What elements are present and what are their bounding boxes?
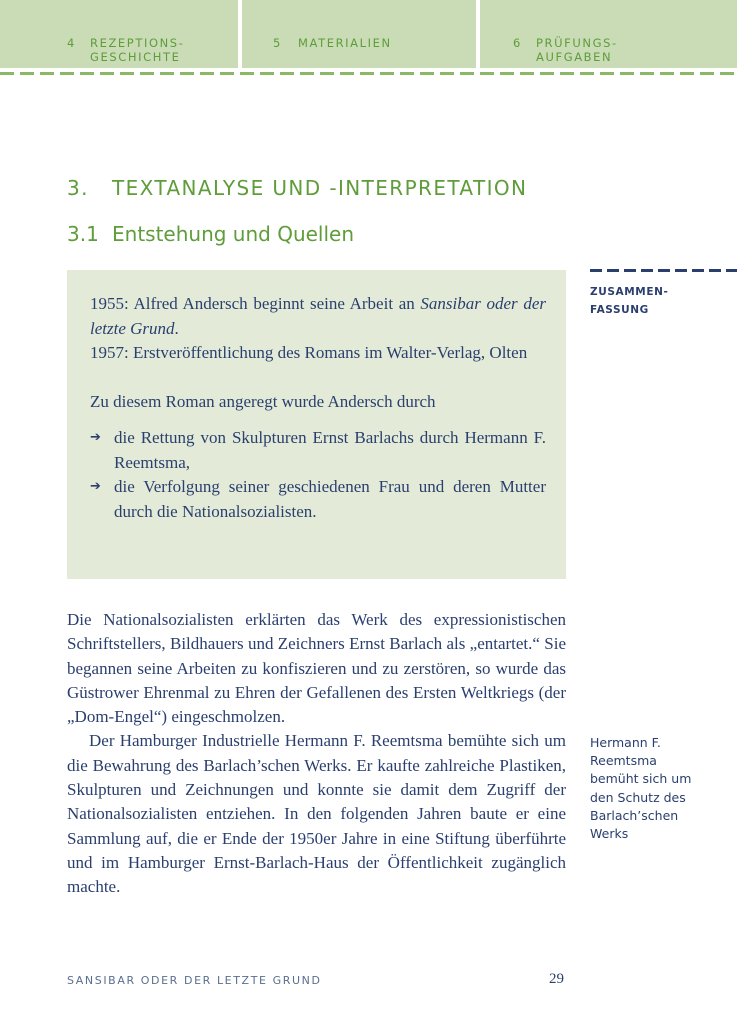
nav-tab-rezeptionsgeschichte[interactable] bbox=[0, 0, 238, 68]
chapter-number: 3. bbox=[67, 176, 89, 200]
summary-intro: Zu diesem Roman angeregt wurde Andersch durch bbox=[90, 391, 436, 411]
nav-tab-number: 4 bbox=[67, 36, 76, 50]
nav-tab-number: 5 bbox=[273, 36, 282, 50]
summary-list bbox=[90, 426, 546, 524]
list-item-text: die Verfolgung seiner geschiedenen Frau und deren Mutter durch die Nationalsozialisten. bbox=[114, 477, 546, 521]
list-item bbox=[90, 475, 546, 524]
list-item bbox=[90, 426, 546, 475]
nav-tab-materialien[interactable] bbox=[242, 0, 476, 68]
chapter-nav bbox=[0, 0, 737, 70]
nav-tab-number: 6 bbox=[513, 36, 522, 50]
nav-tab-label: PRÜFUNGS- AUFGABEN bbox=[536, 36, 618, 64]
summary-line-1957: 1957: Erstveröffentlichung des Romans im Walter-Verlag, Olten bbox=[90, 343, 528, 362]
header-dashed-rule bbox=[0, 72, 737, 75]
summary-line1-suffix: . bbox=[174, 318, 179, 338]
chapter-heading bbox=[67, 176, 527, 200]
arrow-right-icon: ➔ bbox=[90, 430, 101, 445]
novel-title: Sansibar oder der letzte Grund bbox=[90, 294, 546, 338]
summary-text bbox=[90, 292, 546, 524]
summary-line1-prefix: 1955: Alfred Andersch beginnt seine Arbeit an bbox=[90, 294, 421, 313]
summary-box bbox=[67, 270, 566, 579]
arrow-right-icon: ➔ bbox=[90, 479, 101, 494]
nav-tab-label: MATERIALIEN bbox=[298, 36, 392, 50]
margin-label-summary: ZUSAMMEN- FASSUNG bbox=[590, 286, 669, 316]
nav-tab-pruefungsaufgaben[interactable] bbox=[480, 0, 737, 68]
body-paragraph: Die Nationalsozialisten erklärten das Werk des expressionistischen Schriftstellers, Bildhauers und Zeichners Ernst Barlach als „entartet.“ Sie begannen seine Arbeiten zu konfiszieren und zu zerstören, so wurde das Güstrower Ehrenmal zu Ehren der Gefallenen des Ersten Weltkriegs (der „Dom-Engel“) eingeschmolzen. bbox=[67, 610, 566, 727]
page-number: 29 bbox=[549, 971, 564, 987]
footer-book-title: SANSIBAR ODER DER LETZTE GRUND bbox=[67, 974, 322, 987]
summary-line-1955 bbox=[90, 292, 546, 341]
nav-tab-label: REZEPTIONS- GESCHICHTE bbox=[90, 36, 185, 64]
list-item-text: die Rettung von Skulpturen Ernst Barlachs durch Hermann F. Reemtsma, bbox=[114, 428, 546, 472]
spacer bbox=[90, 366, 546, 390]
section-title: Entstehung und Quellen bbox=[112, 222, 355, 246]
margin-dashed-rule bbox=[590, 269, 737, 272]
section-heading bbox=[67, 222, 354, 246]
body-paragraph: Der Hamburger Industrielle Hermann F. Reemtsma bemühte sich um die Bewahrung des Barlach’schen Werks. Er kaufte zahlreiche Plastiken, Skulpturen und Zeichnungen und konnte sie damit dem Zugriff der Nationalsozialisten entziehen. In den folgenden Jahren baute er eine Sammlung auf, die er Ende der 1950er Jahre in eine Stiftung überführte und im Hamburger Ernst-Barlach-Haus der Öffentlichkeit zugänglich machte. bbox=[67, 731, 566, 897]
section-number: 3.1 bbox=[67, 222, 99, 246]
body-text bbox=[67, 608, 566, 900]
margin-note: Hermann F. Reemtsma bemüht sich um den Schutz des Barlach’schen Werks bbox=[590, 735, 692, 842]
chapter-title: TEXTANALYSE UND -INTERPRETATION bbox=[112, 176, 528, 200]
